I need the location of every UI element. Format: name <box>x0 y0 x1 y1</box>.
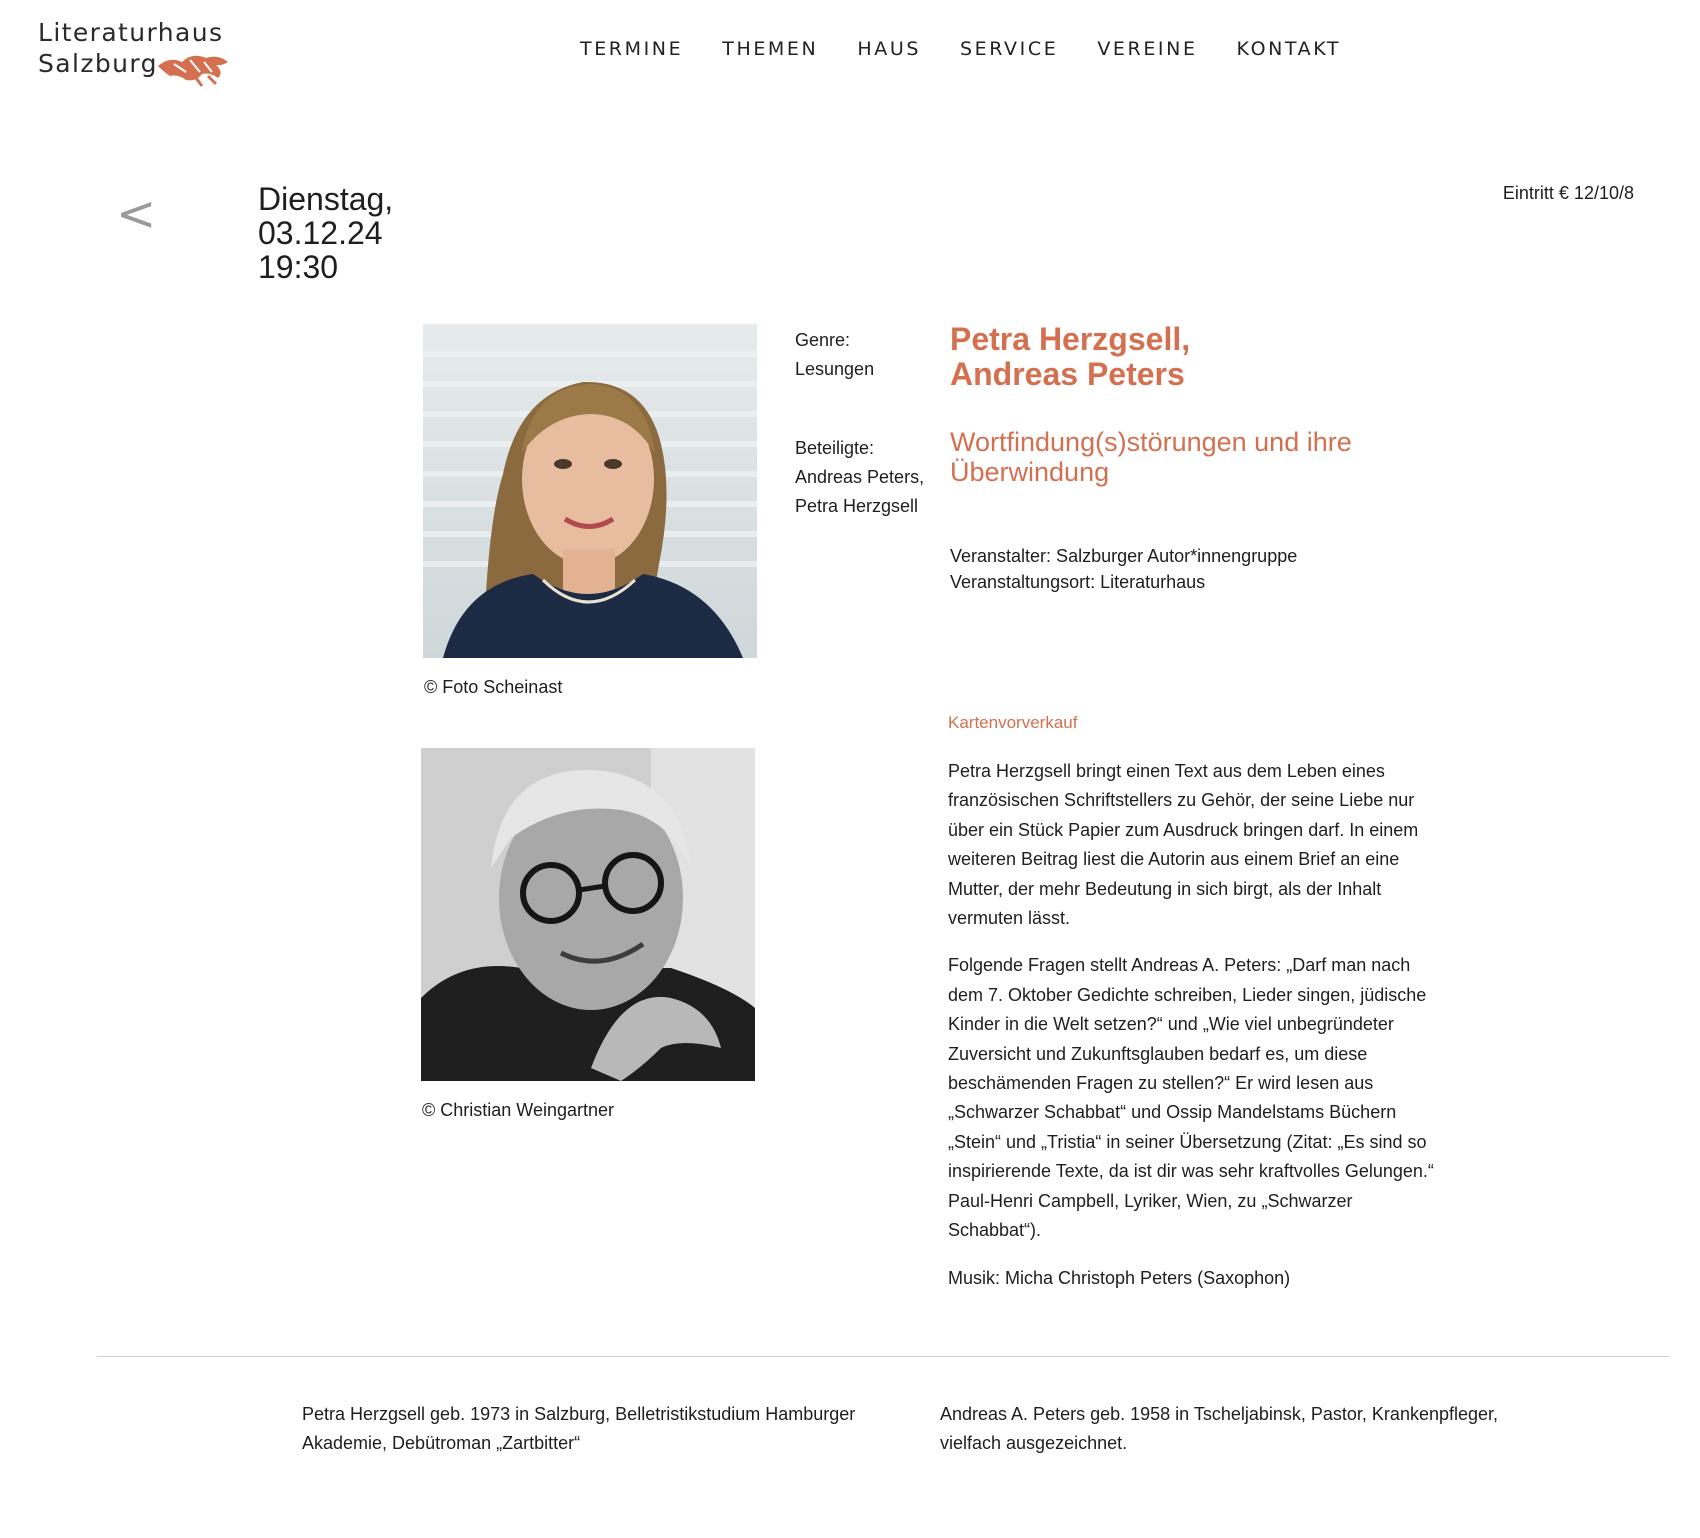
genre-label: Genre: <box>795 330 851 350</box>
bio-peters: Andreas A. Peters geb. 1958 in Tscheljabinsk, Pastor, Krankenpfleger, vielfach ausgezeichnet. <box>940 1404 1499 1453</box>
description-paragraph-3: Musik: Micha Christoph Peters (Saxophon) <box>948 1267 1291 1288</box>
event-description <box>948 757 1446 1311</box>
event-title-line2: Andreas Peters <box>950 356 1185 392</box>
event-title-line1: Petra Herzgsell, <box>950 321 1191 357</box>
event-organizer-info <box>950 543 1297 595</box>
nav-haus[interactable]: HAUS <box>857 38 921 60</box>
site-logo[interactable] <box>38 18 238 88</box>
main-nav <box>580 38 1380 60</box>
author-photo-herzgsell <box>423 324 757 658</box>
event-title <box>950 322 1190 392</box>
entry-price: Eintritt € 12/10/8 <box>1502 183 1634 203</box>
section-divider <box>97 1356 1669 1357</box>
event-subtitle-line1: Wortfindung(s)störungen und ihre <box>950 427 1352 457</box>
genre-info <box>795 326 925 384</box>
event-subtitle-line2: Überwindung <box>950 457 1110 487</box>
description-paragraph-2: Folgende Fragen stellt Andreas A. Peters: „Darf man nach dem 7. Oktober Gedichte schreiben, Lieder singen, jüdische Kinder in die Welt setzen?“ und „Wie viel unbegründeter Zuversicht und Zukunftsglauben bedarf es, um diese beschämenden Fragen zu stellen?“ Er wird lesen aus „Schwarzer Schabbat“ und Ossip Mandelstams Büchern „Stein“ und „Tristia“ in seiner Übersetzung (Zitat: „Es sind so inspirierende Texte, da ist dir was sehr kraftvolles Gelungen.“ Paul-Henri Campbell, Lyriker, Wien, zu „Schwarzer Schabbat“). <box>948 955 1434 1241</box>
participants-info <box>795 434 925 521</box>
photo-caption-peters: © Christian Weingartner <box>422 1100 615 1120</box>
chevron-left-icon[interactable]: < <box>116 186 157 242</box>
event-time: 19:30 <box>258 249 339 285</box>
logo-text-line2: Salzburg <box>38 49 158 78</box>
ticket-presale-link[interactable]: Kartenvorverkauf <box>948 713 1078 732</box>
event-weekday: Dienstag, <box>258 181 394 217</box>
venue: Veranstaltungsort: Literaturhaus <box>950 572 1206 592</box>
photo-caption-herzgsell: © Foto Scheinast <box>424 677 563 697</box>
nav-kontakt[interactable]: KONTAKT <box>1236 38 1342 60</box>
nav-termine[interactable]: TERMINE <box>580 38 684 60</box>
bio-herzgsell: Petra Herzgsell geb. 1973 in Salzburg, Belletristikstudium Hamburger Akademie, Debütroman „Zartbitter“ <box>302 1404 856 1453</box>
event-subtitle <box>950 427 1352 487</box>
description-paragraph-1: Petra Herzgsell bringt einen Text aus dem Leben eines französischen Schriftstellers zu Gehör, der seine Liebe nur über ein Stück Papier zum Ausdruck bringen darf. In einem weiteren Beitrag liest die Autorin aus einem Brief an eine Mutter, der mehr Bedeutung in sich birgt, als der Inhalt vermuten lässt. <box>948 761 1419 929</box>
event-date <box>258 182 393 284</box>
participants-value: Andreas Peters, Petra Herzgsell <box>795 467 925 516</box>
event-date-value: 03.12.24 <box>258 215 383 251</box>
logo-bird-icon <box>156 48 232 88</box>
nav-service[interactable]: SERVICE <box>960 38 1059 60</box>
organizer: Veranstalter: Salzburger Autor*innengruppe <box>950 546 1298 566</box>
participants-label: Beteiligte: <box>795 438 875 458</box>
genre-value: Lesungen <box>795 359 875 379</box>
author-photo-peters <box>421 748 755 1081</box>
nav-vereine[interactable]: VEREINE <box>1097 38 1198 60</box>
logo-text-line1: Literaturhaus <box>38 18 224 47</box>
nav-themen[interactable]: THEMEN <box>722 38 819 60</box>
